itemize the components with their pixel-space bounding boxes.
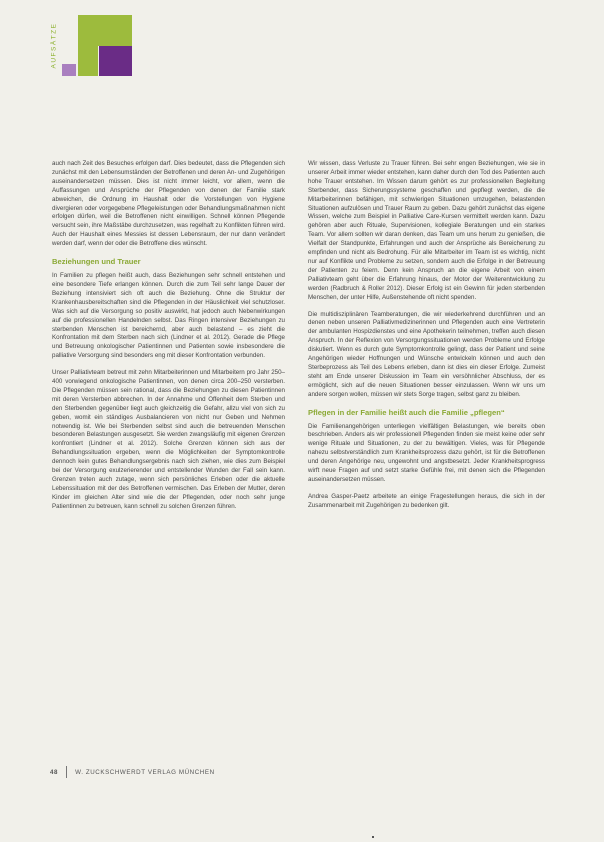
paragraph: Die multidisziplinären Teamberatungen, die wir wiederkehrend durchführen und an denen neben unseren Palliativmedizinerinnen und Pflegenden auch eine Vertreterin der ambulanten Hospizdienstes und eine Apothekerin teilnehmen, treffen auch diesen Anspruch. In der Reflexion von Versorgungssituationen werden Probleme und Erfolge diskutiert. Wenn es durch gute Symptomkontrolle gelingt, dass der Patient und seine Angehörigen wieder Hoffnungen und Wünsche entwickeln können und auch den Sterbeprozess als Teil des Lebens erleben, dann ist dies ein dieser Erfolge. Zumeist steht am Ende unserer Diskussion im Team ein versöhnlicher Abschluss, der es ermöglicht, sich auf die neuen Situationen besser einzulassen. Wenn wir uns um andere sorgen wollen, müssen wir stets Sorge tragen, selbst ganz zu bleiben. <box>308 310 545 398</box>
decorative-light-purple-square <box>62 64 76 76</box>
section-heading: Beziehungen und Trauer <box>52 257 141 267</box>
paragraph: Wir wissen, dass Verluste zu Trauer führen. Bei sehr engen Beziehungen, wie sie in unserer Arbeit immer wieder entstehen, kann daher durch den Tod des Patienten auch hohe Trauer entstehen. Im Wissen darum gehört es zur professionellen Begleitung Sterbender, dass Sicherungssysteme geschaffen und gepflegt werden, die die Mitarbeiterinnen befähigen, mit schwierigen Situationen umzugehen, belastenden Situationen aufzulösen und Trauer Raum zu geben. Dazu gehört zunächst das eigene Wissen, welche zum Beispiel in Palliative Care-Kursen vermittelt werden kann. Dazu gehören aber auch Rituale, Supervisionen, kollegiale Beratungen und ein starkes Team. Vor allem sollten wir daran denken, das Team um uns herum zu genießen, die Vielfalt der Standpunkte, Erfahrungen und auch der Ansprüche als Bereicherung zu empfinden und nicht als Bedrohung. Für alle Mitarbeiter im Team ist es wichtig, nicht nur auf Konflikte und Probleme zu setzen, sondern auch die Erfolge in der Betreuung der Patienten zu feiern. Denn kein Anspruch an die eigene Arbeit von einem Palliativteam geht über die Erfahrung hinaus, der Motor der Weiterentwicklung zu werden (Radbruch & Roller 2012). Dieser Erfolg ist ein Gewinn für jeden sterbenden Menschen, der unter Hilfe, Außenstehende oft nicht spenden. <box>308 160 545 301</box>
section-tab <box>47 14 61 76</box>
paragraph: Die Familienangehörigen unterliegen vielfältigen Belastungen, wie bereits oben beschrieben. Anders als wir professionell Pflegenden finden sie meist keine oder sehr wenige Rituale und Situationen, zu der zu bewältigen. Vieles, was für Pflegende nahezu selbstverständlich zum Krankheitsprozess dazu gehört, ist für die Betroffenen und deren Angehörige neu, ungewohnt und angstbesetzt. Jeder Krankheitsprogress wirft neue Fragen auf und setzt starke Gefühle frei, mit denen sich die Pflegenden auseinandersetzen müssen. <box>308 422 545 483</box>
decorative-purple-square <box>99 46 132 76</box>
paragraph: Unser Palliativteam betreut mit zehn Mitarbeiterinnen und Mitarbeitern pro Jahr 250–400 vorwiegend onkologische Patientinnen, von denen circa 200–250 versterben. Die Pflegenden müssen sein rational, dass die Beziehungen zu diesen Patientinnen mit deren Versterben abbrechen. In der Annahme und Offenheit dem Sterben und den Sterbenden gegenüber liegt auch gleichzeitig die Gefahr, allzu viel von sich zu geben, womit ein ständiges Ausbalancieren von nicht nur Geben und Nehmen notwendig ist. Wie bei Sterbenden selbst sind auch die betreuenden Menschen besonderen Belastungen ausgesetzt. Sie werden zwangsläufig mit eigenen Grenzen konfrontiert (Lindner et al. 2012). Solche Grenzen können sich aus der Behandlungssituation ergeben, wenn die Möglichkeiten der Symptomkontrolle dennoch kein gutes Behandlungsergebnis nach sich ziehen, wie dies zum Beispiel bei der Versorgung exulzerierender und entstellender Wunden der Fall sein kann. Grenzen treten auch zutage, wenn sich persönliches Erleben oder die aktuelle Lebenssituation mit der des Betroffenen vermischen. Das Erleben der Mutter, deren Kinder im gleichen Alter sind wie die der Pflegenden, oder noch sehr junge Patientinnen zu betreuen, kann schnell zu solchen Grenzen führen. <box>52 369 285 510</box>
paragraph: auch nach Zeit des Besuches erfolgen darf. Dies bedeutet, dass die Pflegenden sich zunächst mit den Lebensumständen der Betroffenen und deren An- und Zugehörigen auseinandersetzen müssen. Dies ist nicht immer leicht, vor allem, wenn die Auffassungen und Ansprüche der Pflegenden von denen der Familie stark abweichen, die Ordnung im Haushalt oder die Vorstellungen von Hygiene divergieren oder vorgegebene Pflegeleistungen oder Behandlungsmaßnahmen nicht erfolgen dürfen, weil die Betroffenen nicht einwilligen. Schnell können Pflegende versucht sein, ihre Maßstäbe durchzusetzen, was regelhaft zu Konflikten führen wird. Auch der Haushalt eines Messies ist dessen Lebensraum, der nur dann verändert werden darf, wenn der oder die Betroffene dies wünscht. <box>52 160 285 248</box>
publisher-name: W. ZUCKSCHWERDT VERLAG MÜNCHEN <box>75 768 215 776</box>
section-tab-label: AUFSÄTZE <box>50 22 58 68</box>
paragraph: Andrea Gasper-Paetz arbeitete an einige Fragestellungen heraus, die sich in der Zusammenarbeit mit Zugehörigen zu bedenken gilt. <box>308 492 545 509</box>
page-number: 48 <box>50 768 59 776</box>
section-heading: Pflegen in der Familie heißt auch die Familie „pflegen“ <box>308 407 505 417</box>
decorative-green-square <box>78 15 132 46</box>
left-column <box>52 160 285 520</box>
right-column <box>308 160 545 519</box>
footer-divider <box>66 766 67 778</box>
page-footer <box>50 766 215 778</box>
scan-mark <box>372 836 374 838</box>
paragraph: In Familien zu pflegen heißt auch, dass Beziehungen sehr schnell entstehen und eine besondere Tiefe erlangen können. Durch die zum Teil sehr lange Dauer der Beziehung intensiviert sich oft auch die Beziehung. Ohne die Struktur der Krankenhausbereitschaften sind die Pflegenden in der Häuslichkeit viel schutzloser. Was sich auf die Versorgung so positiv auswirkt, hat jedoch auch Nebenwirkungen auf die professionellen Handelnden selbst. Das Ringen intensiver Beziehungen zu sterbenden Menschen ist bereichernd, aber auch belastend – es zieht die Konfrontation mit dem Sterben nach sich (Lindner et al. 2012). Gerade die Pflege und Betreuung onkologischer Patientinnen und Patienten sowie insbesondere die palliative Versorgung sind besonders eng mit dieser Konfrontation verbunden. <box>52 272 285 360</box>
decorative-green-block <box>78 46 98 76</box>
